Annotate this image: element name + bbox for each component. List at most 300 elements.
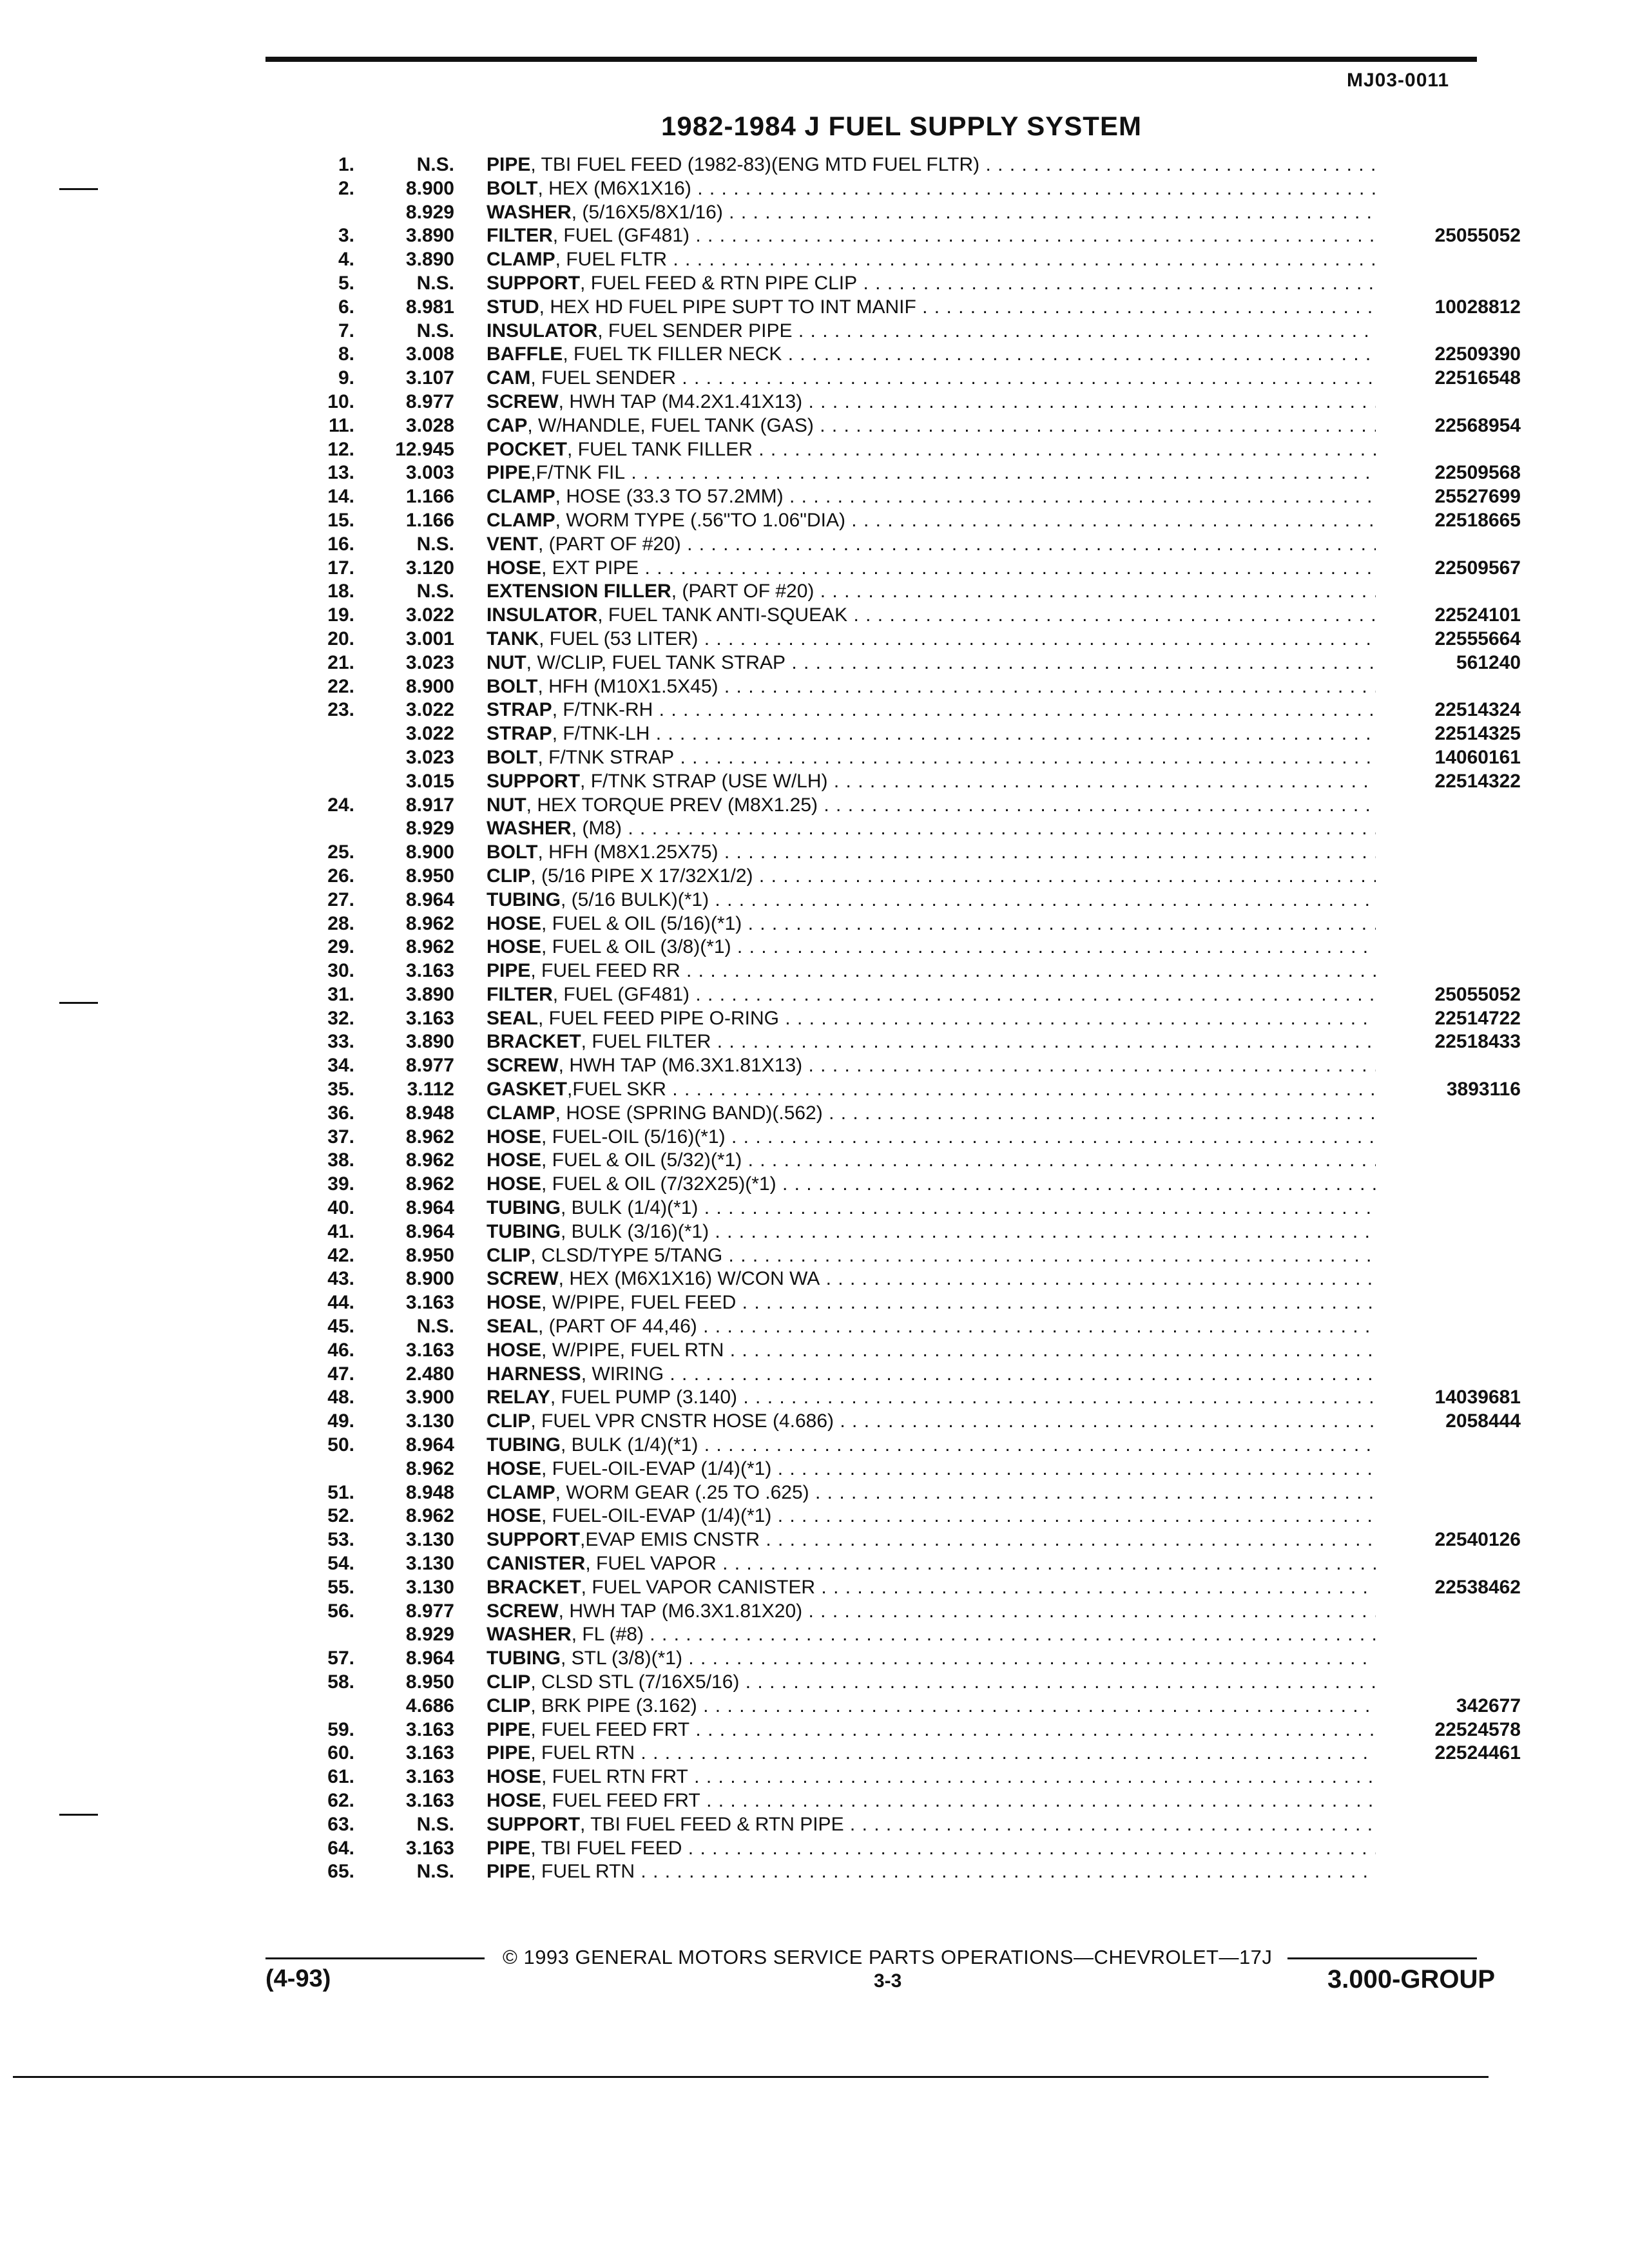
group-number: 3.163 bbox=[405, 1007, 454, 1029]
part-description bbox=[487, 1149, 1376, 1173]
item-number: 11. bbox=[328, 414, 354, 436]
part-detail: , W/CLIP, FUEL TANK STRAP bbox=[526, 651, 786, 673]
part-description bbox=[487, 889, 1376, 912]
part-detail: , FUEL (53 LITER) bbox=[539, 628, 699, 649]
group-number: 8.962 bbox=[405, 1505, 454, 1527]
group-number: 3.022 bbox=[405, 723, 454, 745]
part-name: PIPE bbox=[487, 1861, 531, 1883]
part-row bbox=[284, 177, 1521, 201]
group-number: N.S. bbox=[416, 272, 454, 294]
item-number: 12. bbox=[327, 438, 354, 460]
part-name: PIPE bbox=[487, 462, 531, 484]
group-number: 3.890 bbox=[405, 983, 454, 1005]
group-number: 8.962 bbox=[405, 1173, 454, 1195]
part-number: 22509390 bbox=[1434, 343, 1521, 365]
group-number: 3.900 bbox=[405, 1387, 454, 1408]
part-detail: , FUEL TANK ANTI-SQUEAK bbox=[597, 604, 848, 626]
part-row bbox=[284, 1576, 1521, 1600]
part-description bbox=[487, 153, 1376, 177]
part-number: 22518433 bbox=[1434, 1031, 1521, 1053]
part-detail: , HWH TAP (M6.3X1.81X20) bbox=[558, 1600, 803, 1622]
group-number: N.S. bbox=[416, 1316, 454, 1338]
part-description bbox=[487, 1718, 1376, 1742]
part-row bbox=[284, 438, 1521, 462]
group-label: 3.000-GROUP bbox=[1327, 1965, 1496, 1994]
part-description bbox=[487, 1030, 1376, 1054]
item-number: 32. bbox=[327, 1007, 354, 1029]
item-number: 34. bbox=[327, 1055, 354, 1077]
part-name: SCREW bbox=[487, 1055, 559, 1077]
part-name: WASHER bbox=[487, 818, 572, 840]
part-name: WASHER bbox=[487, 201, 572, 223]
part-detail: ,FUEL SKR bbox=[567, 1079, 666, 1100]
part-row bbox=[284, 1623, 1521, 1647]
part-row bbox=[284, 1030, 1521, 1054]
part-description bbox=[487, 1196, 1376, 1220]
part-description bbox=[487, 177, 1376, 201]
part-detail: , TBI FUEL FEED bbox=[530, 1837, 682, 1859]
part-name: SEAL bbox=[487, 1316, 539, 1338]
part-row bbox=[284, 1671, 1521, 1695]
part-row bbox=[284, 1789, 1521, 1813]
part-row bbox=[284, 1434, 1521, 1457]
item-number: 53. bbox=[327, 1529, 354, 1551]
part-name: PIPE bbox=[487, 960, 531, 982]
item-number: 10. bbox=[327, 390, 354, 412]
part-detail: , FUEL FEED & RTN PIPE CLIP bbox=[580, 272, 858, 294]
part-row bbox=[284, 1267, 1521, 1291]
part-name: HOSE bbox=[487, 1766, 542, 1788]
item-number: 59. bbox=[327, 1718, 354, 1740]
part-detail: , FUEL FLTR bbox=[555, 249, 668, 271]
part-description bbox=[487, 865, 1376, 889]
part-row bbox=[284, 343, 1521, 367]
part-detail: , FUEL SENDER bbox=[530, 367, 676, 389]
part-row bbox=[284, 817, 1521, 841]
part-detail: , WORM GEAR (.25 TO .625) bbox=[555, 1481, 809, 1503]
part-row bbox=[284, 1718, 1521, 1742]
part-description bbox=[487, 1481, 1376, 1505]
binder-mark bbox=[59, 188, 98, 190]
part-description bbox=[487, 698, 1376, 722]
part-row bbox=[284, 248, 1521, 272]
top-rule bbox=[265, 57, 1477, 62]
group-number: N.S. bbox=[416, 1861, 454, 1883]
part-detail: , F/TNK-RH bbox=[552, 699, 653, 721]
item-number: 45. bbox=[327, 1316, 354, 1338]
item-number: 51. bbox=[327, 1481, 354, 1503]
part-row bbox=[284, 1244, 1521, 1268]
item-number: 56. bbox=[327, 1600, 354, 1622]
part-name: CAM bbox=[487, 367, 531, 389]
part-description bbox=[487, 224, 1376, 248]
item-number: 43. bbox=[327, 1268, 354, 1290]
group-number: 3.890 bbox=[405, 249, 454, 271]
part-row bbox=[284, 557, 1521, 581]
part-name: HOSE bbox=[487, 936, 542, 958]
part-detail: , TBI FUEL FEED (1982-83)(ENG MTD FUEL FLTR) bbox=[530, 154, 980, 175]
part-row bbox=[284, 272, 1521, 296]
part-detail: , FUEL & OIL (3/8)(*1) bbox=[541, 936, 731, 958]
item-number: 40. bbox=[327, 1197, 354, 1219]
group-number: 8.962 bbox=[405, 936, 454, 958]
item-number: 26. bbox=[327, 865, 354, 887]
part-detail: ,F/TNK FIL bbox=[530, 462, 626, 484]
part-description bbox=[487, 390, 1376, 414]
parts-list bbox=[284, 153, 1521, 1884]
part-number: 3893116 bbox=[1446, 1079, 1521, 1100]
group-number: 3.890 bbox=[405, 1031, 454, 1053]
part-row bbox=[284, 770, 1521, 794]
part-row bbox=[284, 746, 1521, 770]
part-detail: , FUEL VPR CNSTR HOSE (4.686) bbox=[530, 1410, 834, 1432]
part-detail: , BULK (1/4)(*1) bbox=[561, 1434, 699, 1456]
part-detail: , W/HANDLE, FUEL TANK (GAS) bbox=[527, 414, 814, 436]
item-number: 62. bbox=[327, 1789, 354, 1811]
part-description bbox=[487, 248, 1376, 272]
part-row bbox=[284, 1339, 1521, 1363]
part-detail: , W/PIPE, FUEL RTN bbox=[541, 1339, 724, 1361]
part-description bbox=[487, 912, 1376, 936]
group-number: 3.003 bbox=[405, 462, 454, 484]
part-description bbox=[487, 1837, 1376, 1861]
item-number: 65. bbox=[327, 1861, 354, 1883]
part-description bbox=[487, 1742, 1376, 1765]
group-number: 3.130 bbox=[405, 1576, 454, 1598]
part-description bbox=[487, 1102, 1376, 1126]
part-row bbox=[284, 533, 1521, 557]
part-name: HARNESS bbox=[487, 1363, 581, 1385]
part-name: PIPE bbox=[487, 1742, 531, 1764]
part-number: 22516548 bbox=[1434, 367, 1521, 389]
part-detail: , FL (#8) bbox=[571, 1624, 644, 1646]
part-description bbox=[487, 1363, 1376, 1387]
item-number: 19. bbox=[327, 604, 354, 626]
part-detail: , (5/16 BULK)(*1) bbox=[561, 889, 709, 910]
group-number: 8.964 bbox=[405, 1197, 454, 1219]
group-number: N.S. bbox=[416, 154, 454, 175]
part-detail: , FUEL FEED RR bbox=[530, 960, 680, 982]
part-description bbox=[487, 1552, 1376, 1576]
part-row bbox=[284, 983, 1521, 1007]
group-number: 8.948 bbox=[405, 1481, 454, 1503]
group-number: N.S. bbox=[416, 581, 454, 602]
part-description bbox=[487, 1765, 1376, 1789]
part-description bbox=[487, 201, 1376, 225]
part-description bbox=[487, 770, 1376, 794]
part-name: HOSE bbox=[487, 912, 542, 934]
part-name: BRACKET bbox=[487, 1031, 581, 1053]
group-number: 1.166 bbox=[405, 486, 454, 508]
part-detail: , BRK PIPE (3.162) bbox=[530, 1695, 697, 1716]
group-number: 8.964 bbox=[405, 1434, 454, 1456]
group-number: 3.022 bbox=[405, 604, 454, 626]
part-row bbox=[284, 1600, 1521, 1624]
item-number: 39. bbox=[327, 1173, 354, 1195]
part-name: CLIP bbox=[487, 1410, 531, 1432]
part-row bbox=[284, 367, 1521, 390]
part-name: CLIP bbox=[487, 1695, 531, 1716]
group-number: 3.001 bbox=[405, 628, 454, 649]
group-number: 3.023 bbox=[405, 746, 454, 768]
group-number: N.S. bbox=[416, 320, 454, 341]
part-description bbox=[487, 1623, 1376, 1647]
item-number: 14. bbox=[327, 486, 354, 508]
part-name: NUT bbox=[487, 651, 526, 673]
part-name: HOSE bbox=[487, 1457, 542, 1479]
part-row bbox=[284, 224, 1521, 248]
part-description bbox=[487, 343, 1376, 367]
part-number: 25055052 bbox=[1434, 225, 1521, 247]
part-description bbox=[487, 1504, 1376, 1528]
item-number: 47. bbox=[327, 1363, 354, 1385]
item-number: 35. bbox=[327, 1079, 354, 1100]
part-detail: , FUEL FEED FRT bbox=[541, 1789, 700, 1811]
part-name: STRAP bbox=[487, 699, 552, 721]
item-number: 20. bbox=[327, 628, 354, 649]
part-number: 22514722 bbox=[1434, 1007, 1521, 1029]
part-name: BOLT bbox=[487, 746, 538, 768]
group-number: 3.163 bbox=[405, 1718, 454, 1740]
item-number: 29. bbox=[327, 936, 354, 958]
part-description bbox=[487, 485, 1376, 509]
part-row bbox=[284, 1363, 1521, 1387]
part-name: SCREW bbox=[487, 1600, 559, 1622]
group-number: 12.945 bbox=[395, 438, 454, 460]
part-name: BRACKET bbox=[487, 1576, 581, 1598]
part-detail: , (5/16X5/8X1/16) bbox=[571, 201, 723, 223]
page-title: 1982-1984 J FUEL SUPPLY SYSTEM bbox=[661, 111, 1142, 141]
part-description bbox=[487, 794, 1376, 818]
part-row bbox=[284, 1149, 1521, 1173]
part-name: BOLT bbox=[487, 177, 538, 199]
group-number: 8.900 bbox=[405, 841, 454, 863]
part-name: GASKET bbox=[487, 1079, 568, 1100]
item-number: 13. bbox=[327, 462, 354, 484]
part-description bbox=[487, 1220, 1376, 1244]
item-number: 3. bbox=[338, 225, 354, 247]
group-number: 2.480 bbox=[405, 1363, 454, 1385]
item-number: 49. bbox=[327, 1410, 354, 1432]
part-row bbox=[284, 485, 1521, 509]
group-number: 3.107 bbox=[405, 367, 454, 389]
part-name: TUBING bbox=[487, 1648, 561, 1669]
part-detail: , FUEL SENDER PIPE bbox=[597, 320, 793, 341]
part-number: 25527699 bbox=[1434, 486, 1521, 508]
part-description bbox=[487, 1126, 1376, 1149]
part-detail: , HWH TAP (M4.2X1.41X13) bbox=[558, 390, 803, 412]
part-number: 22540126 bbox=[1434, 1529, 1521, 1551]
part-detail: , FUEL PUMP (3.140) bbox=[550, 1387, 738, 1408]
part-description bbox=[487, 1457, 1376, 1481]
footer-rule-left bbox=[265, 1957, 485, 1959]
part-detail: , FUEL (GF481) bbox=[552, 225, 690, 247]
group-number: 8.964 bbox=[405, 889, 454, 910]
group-number: 8.977 bbox=[405, 1600, 454, 1622]
part-name: CANISTER bbox=[487, 1553, 586, 1575]
part-description bbox=[487, 580, 1376, 604]
part-description bbox=[487, 1671, 1376, 1695]
part-description bbox=[487, 1291, 1376, 1315]
group-number: 3.163 bbox=[405, 1742, 454, 1764]
part-number: 22524101 bbox=[1434, 604, 1521, 626]
part-description bbox=[487, 1007, 1376, 1031]
part-description bbox=[487, 651, 1376, 675]
part-description bbox=[487, 272, 1376, 296]
part-row bbox=[284, 604, 1521, 628]
part-name: TUBING bbox=[487, 1434, 561, 1456]
part-detail: , EXT PIPE bbox=[541, 557, 639, 579]
group-number: 3.163 bbox=[405, 1339, 454, 1361]
part-row bbox=[284, 1813, 1521, 1837]
part-description bbox=[487, 1813, 1376, 1837]
part-description bbox=[487, 367, 1376, 390]
part-name: SEAL bbox=[487, 1007, 539, 1029]
item-number: 36. bbox=[327, 1102, 354, 1124]
group-number: 8.917 bbox=[405, 794, 454, 816]
part-row bbox=[284, 936, 1521, 959]
part-row bbox=[284, 1291, 1521, 1315]
group-number: 8.950 bbox=[405, 1671, 454, 1693]
part-detail: , FUEL VAPOR bbox=[585, 1553, 717, 1575]
part-name: CLAMP bbox=[487, 509, 555, 531]
part-row bbox=[284, 1220, 1521, 1244]
part-detail: , FUEL RTN bbox=[530, 1742, 635, 1764]
part-name: HOSE bbox=[487, 1292, 542, 1314]
group-number: 3.112 bbox=[407, 1079, 454, 1100]
part-number: 342677 bbox=[1456, 1695, 1521, 1716]
part-row bbox=[284, 1552, 1521, 1576]
item-number: 31. bbox=[327, 983, 354, 1005]
part-row bbox=[284, 153, 1521, 177]
part-number: 22514324 bbox=[1434, 699, 1521, 721]
part-description bbox=[487, 1695, 1376, 1718]
part-name: CLAMP bbox=[487, 486, 555, 508]
group-number: 8.900 bbox=[405, 177, 454, 199]
group-number: 8.962 bbox=[405, 1126, 454, 1148]
part-name: SUPPORT bbox=[487, 1529, 581, 1551]
part-name: INSULATOR bbox=[487, 320, 598, 341]
part-name: NUT bbox=[487, 794, 526, 816]
part-row bbox=[284, 889, 1521, 912]
part-row bbox=[284, 1457, 1521, 1481]
part-detail: , HWH TAP (M6.3X1.81X13) bbox=[558, 1055, 803, 1077]
part-description bbox=[487, 320, 1376, 343]
part-description bbox=[487, 1054, 1376, 1078]
part-detail: , FUEL FEED PIPE O-RING bbox=[538, 1007, 779, 1029]
group-number: 3.120 bbox=[405, 557, 454, 579]
item-number: 42. bbox=[327, 1244, 354, 1266]
part-detail: , BULK (1/4)(*1) bbox=[561, 1197, 699, 1219]
part-name: SUPPORT bbox=[487, 1813, 581, 1835]
item-number: 63. bbox=[327, 1813, 354, 1835]
group-number: 3.163 bbox=[405, 960, 454, 982]
part-number: 14039681 bbox=[1434, 1387, 1521, 1408]
group-number: 3.890 bbox=[405, 225, 454, 247]
item-number: 41. bbox=[327, 1220, 354, 1242]
part-name: FILTER bbox=[487, 225, 553, 247]
group-number: 8.962 bbox=[405, 1149, 454, 1171]
group-number: 8.950 bbox=[405, 1244, 454, 1266]
part-row bbox=[284, 509, 1521, 533]
part-row bbox=[284, 1837, 1521, 1861]
group-number: 8.964 bbox=[405, 1220, 454, 1242]
part-detail: , FUEL-OIL (5/16)(*1) bbox=[541, 1126, 726, 1148]
part-row bbox=[284, 1007, 1521, 1031]
part-description bbox=[487, 1173, 1376, 1196]
part-name: STRAP bbox=[487, 723, 552, 745]
item-number: 7. bbox=[338, 320, 354, 341]
part-detail: , (5/16 PIPE X 17/32X1/2) bbox=[530, 865, 753, 887]
part-detail: , FUEL VAPOR CANISTER bbox=[581, 1576, 816, 1598]
part-name: PIPE bbox=[487, 1837, 531, 1859]
part-name: PIPE bbox=[487, 154, 531, 175]
item-number: 16. bbox=[327, 533, 354, 555]
item-number: 54. bbox=[327, 1553, 354, 1575]
group-number: 8.929 bbox=[405, 1624, 454, 1646]
group-number: 8.981 bbox=[405, 296, 454, 318]
part-detail: , HEX (M6X1X16) bbox=[537, 177, 691, 199]
part-detail: , FUEL TK FILLER NECK bbox=[563, 343, 782, 365]
part-detail: , (PART OF #20) bbox=[538, 533, 681, 555]
part-row bbox=[284, 1102, 1521, 1126]
part-name: FILTER bbox=[487, 983, 553, 1005]
part-description bbox=[487, 533, 1376, 557]
group-number: 3.130 bbox=[405, 1529, 454, 1551]
group-number: 8.964 bbox=[405, 1648, 454, 1669]
part-detail: , FUEL TANK FILLER bbox=[567, 438, 753, 460]
part-name: INSULATOR bbox=[487, 604, 598, 626]
part-description bbox=[487, 1647, 1376, 1671]
group-number: N.S. bbox=[416, 1813, 454, 1835]
part-row bbox=[284, 912, 1521, 936]
part-description bbox=[487, 296, 1376, 320]
part-name: STUD bbox=[487, 296, 539, 318]
part-row bbox=[284, 628, 1521, 651]
part-description bbox=[487, 1339, 1376, 1363]
group-number: 3.130 bbox=[405, 1553, 454, 1575]
part-description bbox=[487, 509, 1376, 533]
part-row bbox=[284, 1481, 1521, 1505]
item-number: 28. bbox=[327, 912, 354, 934]
part-description bbox=[487, 438, 1376, 462]
part-name: PIPE bbox=[487, 1718, 531, 1740]
item-number: 64. bbox=[327, 1837, 354, 1859]
part-detail: , WIRING bbox=[581, 1363, 664, 1385]
part-detail: , STL (3/8)(*1) bbox=[561, 1648, 682, 1669]
group-number: 8.929 bbox=[405, 818, 454, 840]
part-detail: , FUEL RTN FRT bbox=[541, 1766, 688, 1788]
part-row bbox=[284, 959, 1521, 983]
part-detail: , FUEL & OIL (5/32)(*1) bbox=[541, 1149, 742, 1171]
group-number: 4.686 bbox=[405, 1695, 454, 1716]
part-description bbox=[487, 1244, 1376, 1268]
group-number: 8.977 bbox=[405, 390, 454, 412]
item-number: 18. bbox=[327, 581, 354, 602]
item-number: 9. bbox=[338, 367, 354, 389]
part-row bbox=[284, 865, 1521, 889]
part-description bbox=[487, 628, 1376, 651]
part-name: CLAMP bbox=[487, 1481, 555, 1503]
item-number: 8. bbox=[338, 343, 354, 365]
part-name: TUBING bbox=[487, 1197, 561, 1219]
bottom-rule bbox=[13, 2076, 1489, 2078]
part-description bbox=[487, 461, 1376, 485]
part-number: 22555664 bbox=[1434, 628, 1521, 649]
part-name: CLIP bbox=[487, 1244, 531, 1266]
group-number: 8.948 bbox=[405, 1102, 454, 1124]
part-description bbox=[487, 936, 1376, 959]
